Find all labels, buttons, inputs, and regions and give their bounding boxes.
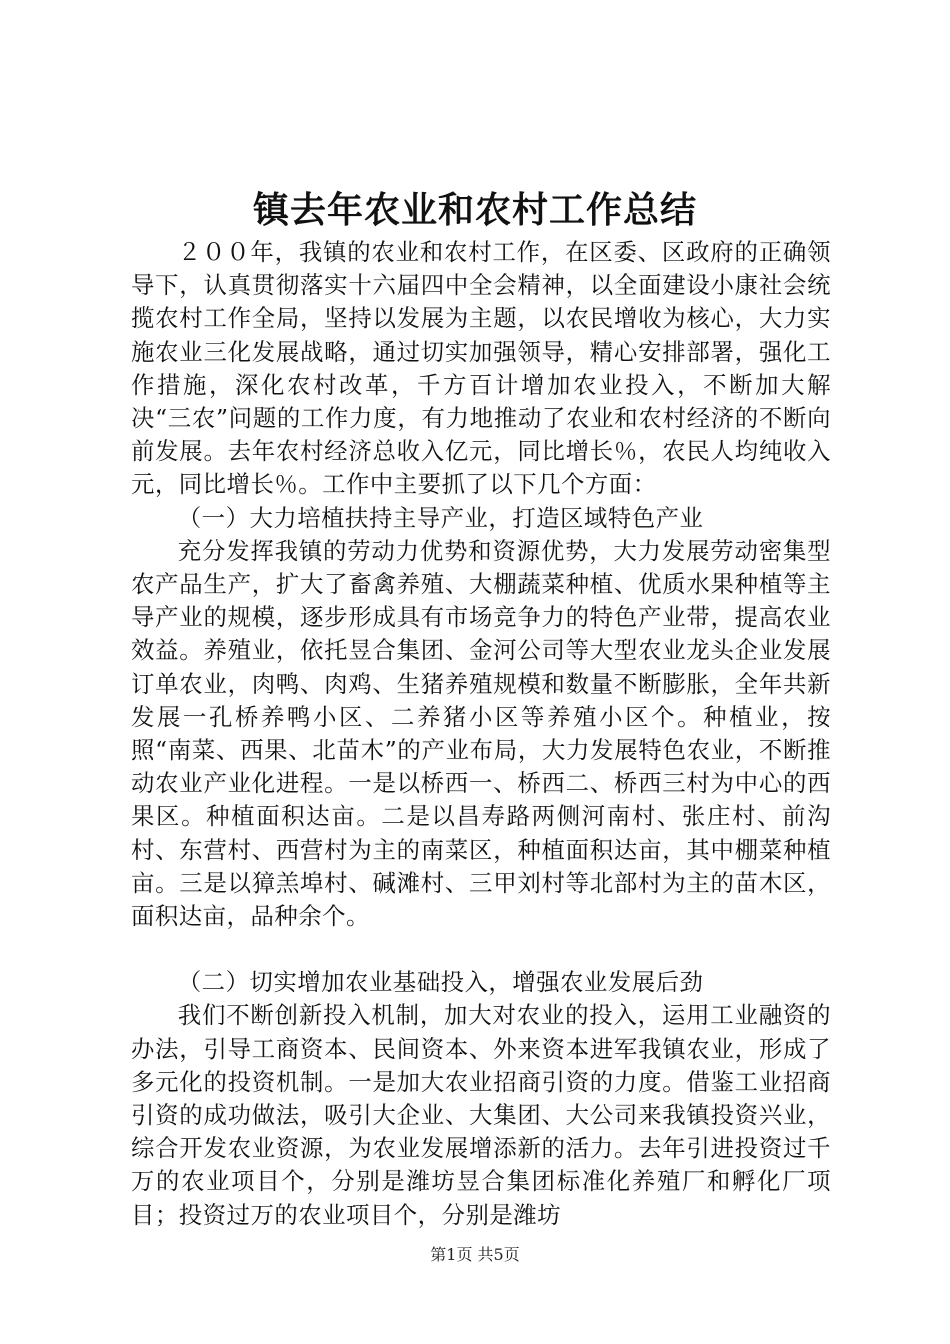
section-heading-1: （一）大力培植扶持主导产业，打造区域特色产业 <box>177 503 704 532</box>
section-1-paragraph: 充分发挥我镇的劳动力优势和资源优势，大力发展劳动密集型农产品生产，扩大了畜禽养殖、大棚蔬菜种植、优质水果种植等主导产业的规模，逐步形成具有市场竞争力的特色产业带，提高农业效益。养殖业，依托昱合集团、金河公司等大型农业龙头企业发展订单农业，肉鸭、肉鸡、生猪养殖规模和数量不断膨胀，全年共新发展一孔桥养鸭小区、二养猪小区等养殖小区个。种植业，按照“南菜、西果、北苗木”的产业布局，大力发展特色农业，不断推动农业产业化进程。一是以桥西一、桥西二、桥西三村为中心的西果区。种植面积达亩。二是以昌寿路两侧河南村、张庄村、前沟村、东营村、西营村为主的南菜区，种植面积达亩，其中棚菜种植亩。三是以獐羔埠村、碱滩村、三甲刘村等北部村为主的苗木区，面积达亩，品种余个。 <box>131 536 831 931</box>
page-number-footer: 第1页 共5页 <box>430 1245 520 1264</box>
document-body <box>131 236 831 1232</box>
paragraph-spacer <box>131 933 831 966</box>
document-title: 镇去年农业和农村工作总结 <box>252 189 697 231</box>
section-2-paragraph: 我们不断创新投入机制，加大对农业的投入，运用工业融资的办法，引导工商资本、民间资本、外来资本进军我镇农业，形成了多元化的投资机制。一是加大农业招商引资的力度。借鉴工业招商引资的成功做法，吸引大企业、大集团、大公司来我镇投资兴业，综合开发农业资源，为农业发展增添新的活力。去年引进投资过千万的农业项目个，分别是潍坊昱合集团标准化养殖厂和孵化厂项目；投资过万的农业项目个，分别是潍坊 <box>131 1001 831 1229</box>
intro-paragraph: ２００年，我镇的农业和农村工作，在区委、区政府的正确领导下，认真贯彻落实十六届四中全会精神，以全面建设小康社会统揽农村工作全局，坚持以发展为主题，以农民增收为核心，大力实施农业三化发展战略，通过切实加强领导，精心安排部署，强化工作措施，深化农村改革，千方百计增加农业投入，不断加大解决“三农”问题的工作力度，有力地推动了农业和农村经济的不断向前发展。去年农村经济总收入亿元，同比增长％，农民人均纯收入元，同比增长％。工作中主要抓了以下几个方面： <box>131 238 831 499</box>
section-heading-2: （二）切实增加农业基础投入，增强农业发展后劲 <box>177 968 704 997</box>
